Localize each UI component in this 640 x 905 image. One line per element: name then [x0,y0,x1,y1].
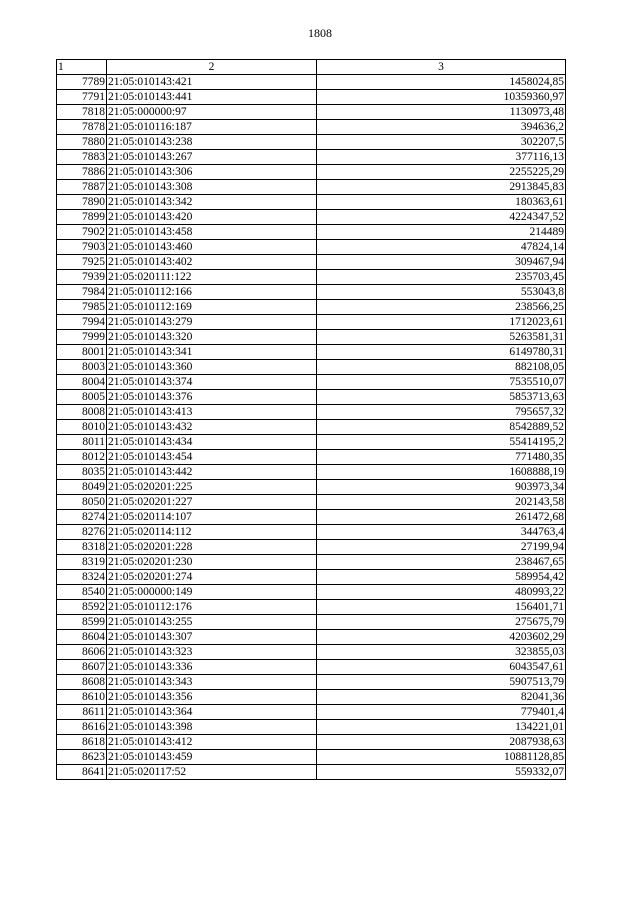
cadastral-number-cell: 21:05:010143:279 [107,315,317,330]
cadastral-number-cell: 21:05:010143:360 [107,360,317,375]
value-cell: 309467,94 [317,255,566,270]
cadastral-number-cell: 21:05:020117:52 [107,765,317,780]
row-number-cell: 7985 [57,300,107,315]
table-row [57,510,566,525]
cadastral-number-cell: 21:05:010143:413 [107,405,317,420]
table-row [57,225,566,240]
table-row [57,330,566,345]
row-number-cell: 7883 [57,150,107,165]
value-cell: 202143,58 [317,495,566,510]
row-number-cell: 7880 [57,135,107,150]
cadastral-number-cell: 21:05:010116:187 [107,120,317,135]
cadastral-number-cell: 21:05:010143:343 [107,675,317,690]
row-number-cell: 7994 [57,315,107,330]
value-cell: 2913845,83 [317,180,566,195]
row-number-cell: 7999 [57,330,107,345]
row-number-cell: 8035 [57,465,107,480]
cadastral-number-cell: 21:05:010143:364 [107,705,317,720]
cadastral-number-cell: 21:05:020201:228 [107,540,317,555]
row-number-cell: 8606 [57,645,107,660]
table-body [57,75,566,780]
cadastral-number-cell: 21:05:010112:176 [107,600,317,615]
table-row [57,195,566,210]
table-row [57,345,566,360]
cadastral-number-cell: 21:05:000000:149 [107,585,317,600]
cadastral-number-cell: 21:05:020201:227 [107,495,317,510]
value-cell: 377116,13 [317,150,566,165]
table-row [57,570,566,585]
table-row [57,690,566,705]
value-cell: 235703,45 [317,270,566,285]
cadastral-number-cell: 21:05:020114:107 [107,510,317,525]
row-number-cell: 7791 [57,90,107,105]
table-row [57,120,566,135]
table-row [57,675,566,690]
table-row [57,75,566,90]
cadastral-number-cell: 21:05:010112:169 [107,300,317,315]
cadastral-number-cell: 21:05:010143:421 [107,75,317,90]
row-number-cell: 8012 [57,450,107,465]
table-row [57,390,566,405]
cadastral-number-cell: 21:05:020111:122 [107,270,317,285]
table-row [57,450,566,465]
column-header-3: 3 [317,60,566,75]
row-number-cell: 8324 [57,570,107,585]
value-cell: 6043547,61 [317,660,566,675]
table-row [57,315,566,330]
row-number-cell: 7789 [57,75,107,90]
table-row [57,150,566,165]
row-number-cell: 8616 [57,720,107,735]
cadastral-number-cell: 21:05:010143:238 [107,135,317,150]
value-cell: 344763,4 [317,525,566,540]
table-row [57,165,566,180]
table-row [57,435,566,450]
row-number-cell: 8005 [57,390,107,405]
cadastral-number-cell: 21:05:010143:356 [107,690,317,705]
column-header-1: 1 [57,60,107,75]
row-number-cell: 7890 [57,195,107,210]
value-cell: 5853713,63 [317,390,566,405]
cadastral-number-cell: 21:05:020114:112 [107,525,317,540]
table-row [57,765,566,780]
table-row [57,645,566,660]
row-number-cell: 7984 [57,285,107,300]
table-row [57,495,566,510]
table-row [57,105,566,120]
table-row [57,135,566,150]
table-row [57,630,566,645]
cadastral-number-cell: 21:05:010143:442 [107,465,317,480]
table-row [57,270,566,285]
row-number-cell: 7925 [57,255,107,270]
table-row [57,750,566,765]
table-row [57,465,566,480]
value-cell: 559332,07 [317,765,566,780]
value-cell: 180363,61 [317,195,566,210]
table-row [57,720,566,735]
row-number-cell: 8050 [57,495,107,510]
cadastral-number-cell: 21:05:010143:320 [107,330,317,345]
cadastral-number-cell: 21:05:020201:225 [107,480,317,495]
cadastral-number-cell: 21:05:010143:459 [107,750,317,765]
value-cell: 589954,42 [317,570,566,585]
value-cell: 4224347,52 [317,210,566,225]
row-number-cell: 8001 [57,345,107,360]
table-row [57,375,566,390]
row-number-cell: 8010 [57,420,107,435]
cadastral-number-cell: 21:05:010143:255 [107,615,317,630]
cadastral-number-cell: 21:05:010143:460 [107,240,317,255]
cadastral-number-cell: 21:05:010143:374 [107,375,317,390]
cadastral-number-cell: 21:05:010112:166 [107,285,317,300]
table-row [57,705,566,720]
row-number-cell: 8274 [57,510,107,525]
table-row [57,525,566,540]
table-row [57,600,566,615]
cadastral-number-cell: 21:05:010143:441 [107,90,317,105]
table-row [57,255,566,270]
cadastral-number-cell: 21:05:010143:341 [107,345,317,360]
value-cell: 882108,05 [317,360,566,375]
row-number-cell: 8319 [57,555,107,570]
value-cell: 55414195,2 [317,435,566,450]
value-cell: 10881128,85 [317,750,566,765]
row-number-cell: 8608 [57,675,107,690]
table-row [57,420,566,435]
data-table [56,59,566,780]
row-number-cell: 8011 [57,435,107,450]
table-row [57,90,566,105]
row-number-cell: 8604 [57,630,107,645]
cadastral-number-cell: 21:05:010143:402 [107,255,317,270]
value-cell: 1712023,61 [317,315,566,330]
table-row [57,285,566,300]
value-cell: 1458024,85 [317,75,566,90]
value-cell: 2087938,63 [317,735,566,750]
row-number-cell: 7887 [57,180,107,195]
row-number-cell: 7939 [57,270,107,285]
row-number-cell: 7899 [57,210,107,225]
table-row [57,240,566,255]
cadastral-number-cell: 21:05:010143:412 [107,735,317,750]
value-cell: 771480,35 [317,450,566,465]
row-number-cell: 8004 [57,375,107,390]
value-cell: 6149780,31 [317,345,566,360]
value-cell: 2255225,29 [317,165,566,180]
table-header-row [57,60,566,75]
value-cell: 302207,5 [317,135,566,150]
cadastral-number-cell: 21:05:010143:342 [107,195,317,210]
cadastral-number-cell: 21:05:010143:420 [107,210,317,225]
cadastral-number-cell: 21:05:010143:323 [107,645,317,660]
value-cell: 8542889,52 [317,420,566,435]
row-number-cell: 8540 [57,585,107,600]
value-cell: 261472,68 [317,510,566,525]
cadastral-number-cell: 21:05:000000:97 [107,105,317,120]
value-cell: 4203602,29 [317,630,566,645]
row-number-cell: 7886 [57,165,107,180]
value-cell: 47824,14 [317,240,566,255]
cadastral-number-cell: 21:05:010143:398 [107,720,317,735]
value-cell: 156401,71 [317,600,566,615]
row-number-cell: 8008 [57,405,107,420]
row-number-cell: 7903 [57,240,107,255]
value-cell: 82041,36 [317,690,566,705]
cadastral-number-cell: 21:05:010143:376 [107,390,317,405]
table-row [57,480,566,495]
row-number-cell: 7878 [57,120,107,135]
cadastral-number-cell: 21:05:010143:434 [107,435,317,450]
row-number-cell: 8611 [57,705,107,720]
cadastral-number-cell: 21:05:020201:274 [107,570,317,585]
value-cell: 779401,4 [317,705,566,720]
value-cell: 238566,25 [317,300,566,315]
table-row [57,735,566,750]
value-cell: 553043,8 [317,285,566,300]
table-row [57,660,566,675]
table-row [57,360,566,375]
column-header-2: 2 [107,60,317,75]
cadastral-number-cell: 21:05:010143:308 [107,180,317,195]
value-cell: 10359360,97 [317,90,566,105]
table-row [57,300,566,315]
value-cell: 5907513,79 [317,675,566,690]
value-cell: 480993,22 [317,585,566,600]
table-row [57,540,566,555]
value-cell: 795657,32 [317,405,566,420]
cadastral-number-cell: 21:05:010143:267 [107,150,317,165]
value-cell: 5263581,31 [317,330,566,345]
table-row [57,585,566,600]
table-row [57,180,566,195]
value-cell: 394636,2 [317,120,566,135]
table-row [57,210,566,225]
cadastral-number-cell: 21:05:010143:306 [107,165,317,180]
cadastral-number-cell: 21:05:010143:458 [107,225,317,240]
value-cell: 214489 [317,225,566,240]
table-row [57,405,566,420]
row-number-cell: 8623 [57,750,107,765]
value-cell: 238467,65 [317,555,566,570]
value-cell: 323855,03 [317,645,566,660]
row-number-cell: 8618 [57,735,107,750]
row-number-cell: 8592 [57,600,107,615]
cadastral-number-cell: 21:05:010143:336 [107,660,317,675]
row-number-cell: 8318 [57,540,107,555]
row-number-cell: 7902 [57,225,107,240]
row-number-cell: 8049 [57,480,107,495]
value-cell: 903973,34 [317,480,566,495]
value-cell: 7535510,07 [317,375,566,390]
row-number-cell: 8003 [57,360,107,375]
row-number-cell: 8610 [57,690,107,705]
page-number: 1808 [308,26,332,40]
row-number-cell: 8607 [57,660,107,675]
cadastral-number-cell: 21:05:020201:230 [107,555,317,570]
value-cell: 275675,79 [317,615,566,630]
table-row [57,615,566,630]
row-number-cell: 8599 [57,615,107,630]
value-cell: 134221,01 [317,720,566,735]
cadastral-number-cell: 21:05:010143:432 [107,420,317,435]
value-cell: 1130973,48 [317,105,566,120]
row-number-cell: 8276 [57,525,107,540]
value-cell: 1608888,19 [317,465,566,480]
cadastral-number-cell: 21:05:010143:307 [107,630,317,645]
table-row [57,555,566,570]
row-number-cell: 7818 [57,105,107,120]
row-number-cell: 8641 [57,765,107,780]
cadastral-number-cell: 21:05:010143:454 [107,450,317,465]
value-cell: 27199,94 [317,540,566,555]
